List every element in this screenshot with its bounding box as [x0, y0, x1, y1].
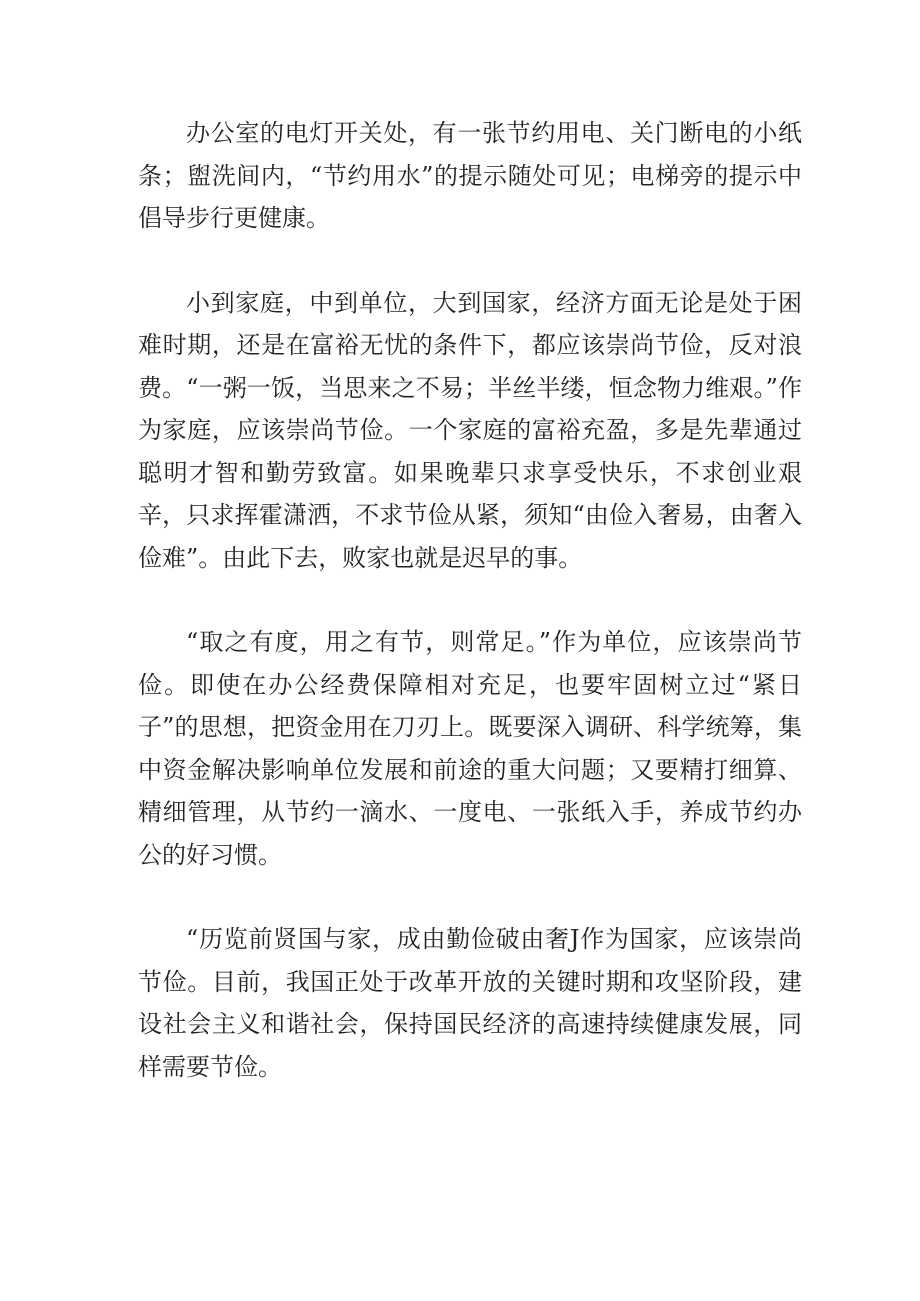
document-body: [138, 112, 802, 1130]
paragraph-4: “历览前贤国与家，成由勤俭破由奢J作为国家，应该崇尚节俭。目前，我国正处于改革开放的关键时期和攻坚阶段，建设社会主义和谐社会，保持国民经济的高速持续健康发展，同样需要节俭。: [138, 925, 802, 1081]
paragraph-1: 办公室的电灯开关处，有一张节约用电、关门断电的小纸条；盥洗间内，“节约用水”的提示随处可见；电梯旁的提示中倡导步行更健康。: [138, 119, 802, 232]
paragraph-3: “取之有度，用之有节，则常足。”作为单位，应该崇尚节俭。即使在办公经费保障相对充足，也要牢固树立过“紧日子”的思想，把资金用在刀刃上。既要深入调研、科学统筹，集中资金解决影响单位发展和前途的重大问题；又要精打细算、精细管理，从节约一滴水、一度电、一张纸入手，养成节约办公的好习惯。: [138, 628, 802, 869]
paragraph-2: 小到家庭，中到单位，大到国家，经济方面无论是处于困难时期，还是在富裕无忧的条件下，都应该崇尚节俭，反对浪费。“一粥一饭，当思来之不易；半丝半缕，恒念物力维艰。”作为家庭，应该崇尚节俭。一个家庭的富裕充盈，多是先辈通过聪明才智和勤劳致富。如果晚辈只求享受快乐，不求创业艰辛，只求挥霍潇洒，不求节俭从紧，须知“由俭入奢易，由奢入俭难”。由此下去，败家也就是迟早的事。: [138, 288, 802, 572]
